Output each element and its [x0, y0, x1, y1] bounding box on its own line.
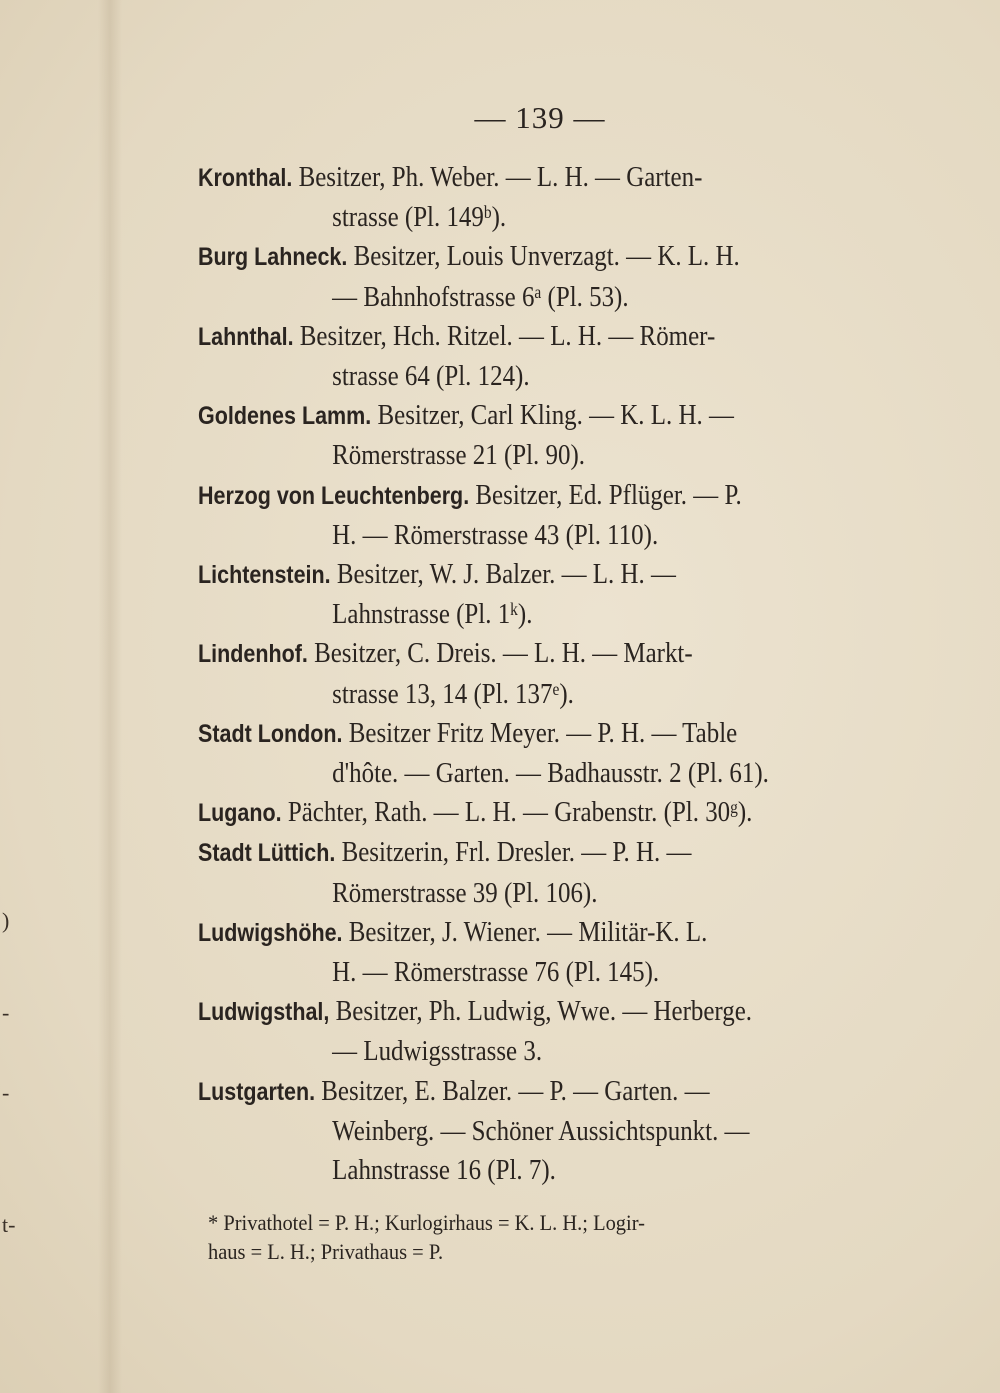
- hotel-name: Stadt Lüttich.: [198, 839, 336, 868]
- hotel-entry: [198, 555, 928, 634]
- entry-continuation-line: d'hôte. — Garten. — Badhausstr. 2 (Pl. 61).: [332, 757, 769, 790]
- page-gutter-shadow: [98, 0, 122, 1393]
- hotel-entry: [198, 1072, 928, 1191]
- margin-mark: -: [2, 1080, 10, 1105]
- hotel-entry: [198, 317, 928, 396]
- hotel-entry: [198, 396, 928, 475]
- entry-continuation-line: Lahnstrasse (Pl. 1$^k$).: [332, 598, 533, 631]
- entry-continuation-line: Lahnstrasse 16 (Pl. 7).: [332, 1154, 556, 1187]
- entry-line: Lugano. Pächter, Rath. — L. H. — Grabenstr. (Pl. 30$^g$).: [198, 796, 753, 829]
- entry-continuation-line: Weinberg. — Schöner Aussichtspunkt. —: [332, 1114, 750, 1147]
- entry-continuation-line: strasse (Pl. 149$^b$).: [332, 201, 507, 234]
- hotel-name: Lichtenstein.: [198, 561, 331, 590]
- hotel-name: Ludwigshöhe.: [198, 918, 343, 947]
- hotel-entry: [198, 237, 928, 316]
- superscript: a: [534, 281, 542, 302]
- margin-mark: ): [2, 908, 10, 933]
- entry-line: Lindenhof. Besitzer, C. Dreis. — L. H. — Markt-: [198, 637, 693, 670]
- entry-continuation-line: Römerstrasse 21 (Pl. 90).: [332, 439, 585, 472]
- entry-line: Ludwigsthal, Besitzer, Ph. Ludwig, Wwe. — Herberge.: [198, 995, 753, 1028]
- hotel-name: Lindenhof.: [198, 640, 308, 669]
- entry-continuation-line: strasse 13, 14 (Pl. 137e).: [332, 677, 574, 710]
- hotel-entry-list: [198, 158, 928, 1190]
- entry-line: Lustgarten. Besitzer, E. Balzer. — P. — Garten. —: [198, 1074, 710, 1107]
- entry-line: Lichtenstein. Besitzer, W. J. Balzer. — L. H. —: [198, 558, 676, 591]
- hotel-entry: [198, 634, 928, 713]
- hotel-entry: [198, 476, 928, 555]
- entry-continuation-line: — Ludwigsstrasse 3.: [332, 1035, 543, 1068]
- entry-continuation-line: H. — Römerstrasse 43 (Pl. 110).: [332, 518, 659, 551]
- entry-line: Lahnthal. Besitzer, Hch. Ritzel. — L. H. — Römer-: [198, 319, 716, 352]
- margin-mark: -: [2, 1000, 10, 1025]
- hotel-entry: [198, 992, 928, 1071]
- superscript: e: [552, 678, 560, 699]
- page-number: — 139 —: [474, 100, 606, 135]
- hotel-name: Herzog von Leuchtenberg.: [198, 481, 470, 510]
- entry-line: Stadt London. Besitzer Fritz Meyer. — P. H. — Table: [198, 716, 738, 749]
- entry-line: Goldenes Lamm. Besitzer, Carl Kling. — K. L. H. —: [198, 399, 734, 432]
- entry-continuation-line: Römerstrasse 39 (Pl. 106).: [332, 876, 598, 909]
- hotel-entry: [198, 913, 928, 992]
- entry-line: Stadt Lüttich. Besitzerin, Frl. Dresler. — P. H. —: [198, 836, 692, 869]
- entry-continuation-line: H. — Römerstrasse 76 (Pl. 145).: [332, 956, 660, 989]
- footnote-line: * Privathotel = P. H.; Kurlogirhaus = K. L. H.; Logir-: [208, 1210, 645, 1235]
- hotel-name: Stadt London.: [198, 719, 343, 748]
- hotel-name: Burg Lahneck.: [198, 243, 348, 272]
- hotel-entry: [198, 158, 928, 237]
- hotel-entry: [198, 793, 928, 833]
- hotel-name: Lugano.: [198, 799, 282, 828]
- hotel-entry: [198, 833, 928, 912]
- hotel-name: Lustgarten.: [198, 1077, 316, 1106]
- entry-continuation-line: — Bahnhofstrasse 6$^a$ (Pl. 53).: [332, 280, 629, 313]
- entry-line: Burg Lahneck. Besitzer, Louis Unverzagt. — K. L. H.: [198, 240, 740, 273]
- entry-line: Ludwigshöhe. Besitzer, J. Wiener. — Militär-K. L.: [198, 915, 708, 948]
- entry-line: Kronthal. Besitzer, Ph. Weber. — L. H. — Garten-: [198, 161, 703, 193]
- superscript: g: [730, 797, 738, 818]
- footnote: [208, 1208, 938, 1266]
- hotel-name: Goldenes Lamm.: [198, 402, 372, 431]
- entry-line: Herzog von Leuchtenberg. Besitzer, Ed. Pflüger. — P.: [198, 478, 742, 511]
- hotel-name: Ludwigsthal,: [198, 998, 330, 1027]
- margin-mark: t-: [2, 1212, 16, 1237]
- hotel-name: Lahnthal.: [198, 322, 294, 351]
- hotel-name: Kronthal.: [198, 164, 293, 192]
- superscript: b: [483, 202, 492, 223]
- superscript: k: [510, 599, 518, 620]
- entry-continuation-line: strasse 64 (Pl. 124).: [332, 360, 530, 393]
- footnote-line: haus = L. H.; Privathaus = P.: [208, 1239, 444, 1264]
- hotel-entry: [198, 714, 928, 793]
